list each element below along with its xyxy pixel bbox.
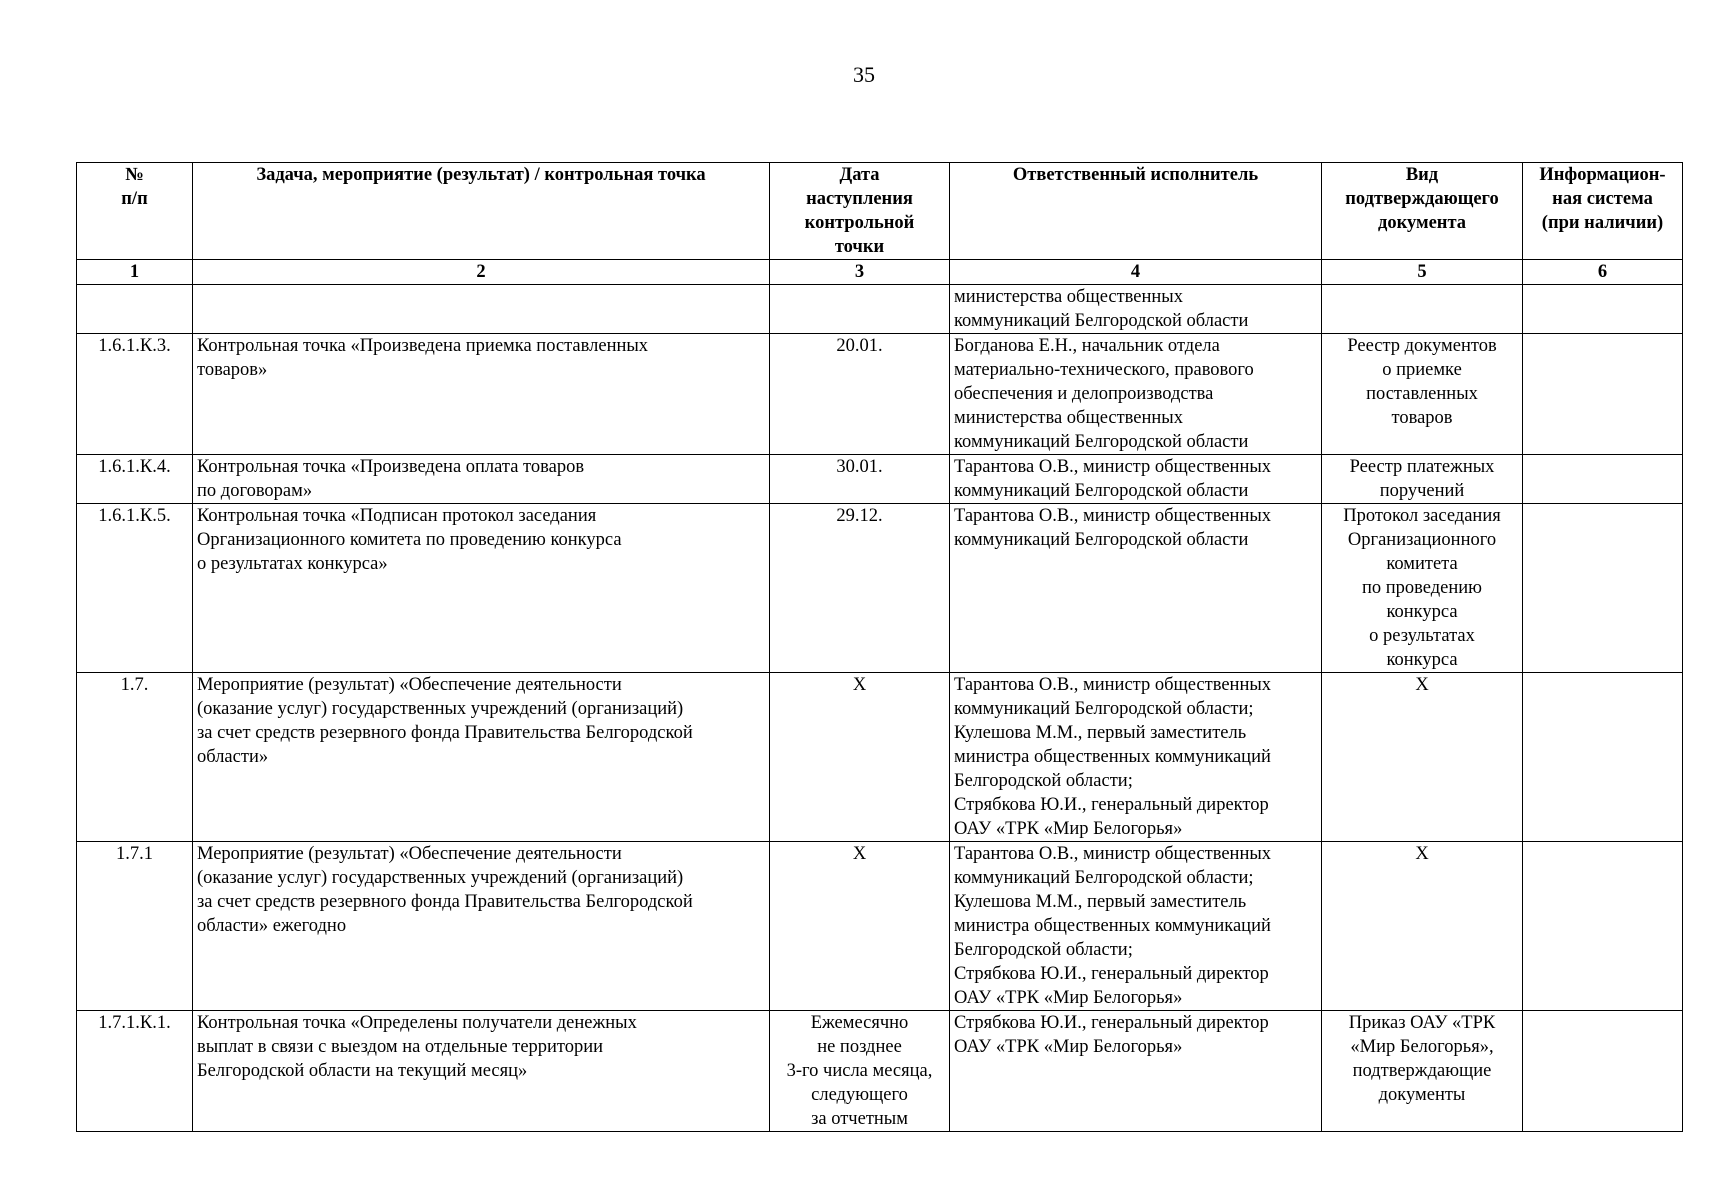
row-system bbox=[1523, 455, 1683, 504]
row-date: Х bbox=[770, 673, 950, 842]
row-task: Мероприятие (результат) «Обеспечение деятельности (оказание услуг) государственных учреждений (организаций) за счет средств резервного фонда Правительства Белгородской области» bbox=[193, 673, 770, 842]
column-header-number: № п/п bbox=[77, 163, 193, 260]
row-date: 30.01. bbox=[770, 455, 950, 504]
row-responsible: министерства общественных коммуникаций Белгородской области bbox=[950, 285, 1322, 334]
row-system bbox=[1523, 285, 1683, 334]
row-responsible: Тарантова О.В., министр общественных коммуникаций Белгородской области bbox=[950, 455, 1322, 504]
table-row bbox=[77, 504, 1683, 673]
table-row bbox=[77, 842, 1683, 1011]
row-number bbox=[77, 285, 193, 334]
column-header-responsible: Ответственный исполнитель bbox=[950, 163, 1322, 260]
row-document: Реестр документов о приемке поставленных товаров bbox=[1322, 334, 1523, 455]
table-row bbox=[77, 673, 1683, 842]
row-document: Протокол заседания Организационного комитета по проведению конкурса о результатах конкурса bbox=[1322, 504, 1523, 673]
row-document: Реестр платежных поручений bbox=[1322, 455, 1523, 504]
column-header-date: Дата наступления контрольной точки bbox=[770, 163, 950, 260]
row-number: 1.7. bbox=[77, 673, 193, 842]
row-task: Мероприятие (результат) «Обеспечение деятельности (оказание услуг) государственных учреждений (организаций) за счет средств резервного фонда Правительства Белгородской области» ежегодно bbox=[193, 842, 770, 1011]
row-system bbox=[1523, 1011, 1683, 1132]
column-number: 5 bbox=[1322, 260, 1523, 285]
column-header-system: Информацион- ная система (при наличии) bbox=[1523, 163, 1683, 260]
control-points-table bbox=[76, 162, 1683, 1132]
page-number: 35 bbox=[853, 62, 875, 87]
row-task: Контрольная точка «Произведена приемка поставленных товаров» bbox=[193, 334, 770, 455]
row-system bbox=[1523, 673, 1683, 842]
column-header-task: Задача, мероприятие (результат) / контрольная точка bbox=[193, 163, 770, 260]
row-system bbox=[1523, 334, 1683, 455]
row-task: Контрольная точка «Подписан протокол заседания Организационного комитета по проведению конкурса о результатах конкурса» bbox=[193, 504, 770, 673]
column-header-document: Вид подтверждающего документа bbox=[1322, 163, 1523, 260]
row-date bbox=[770, 285, 950, 334]
column-number: 6 bbox=[1523, 260, 1683, 285]
header-row bbox=[77, 163, 1683, 260]
row-document: Приказ ОАУ «ТРК «Мир Белогорья», подтверждающие документы bbox=[1322, 1011, 1523, 1132]
row-number: 1.7.1.К.1. bbox=[77, 1011, 193, 1132]
column-number: 1 bbox=[77, 260, 193, 285]
row-responsible: Богданова Е.Н., начальник отдела материально-технического, правового обеспечения и делопроизводства министерства общественных коммуникаций Белгородской области bbox=[950, 334, 1322, 455]
table-row bbox=[77, 285, 1683, 334]
table-row bbox=[77, 455, 1683, 504]
column-number: 3 bbox=[770, 260, 950, 285]
row-task: Контрольная точка «Определены получатели денежных выплат в связи с выездом на отдельные территории Белгородской области на текущий месяц» bbox=[193, 1011, 770, 1132]
row-responsible: Тарантова О.В., министр общественных коммуникаций Белгородской области; Кулешова М.М., первый заместитель министра общественных коммуникаций Белгородской области; Стрябкова Ю.И., генеральный директор ОАУ «ТРК «Мир Белогорья» bbox=[950, 673, 1322, 842]
column-number: 2 bbox=[193, 260, 770, 285]
table-row bbox=[77, 1011, 1683, 1132]
row-responsible: Стрябкова Ю.И., генеральный директор ОАУ «ТРК «Мир Белогорья» bbox=[950, 1011, 1322, 1132]
row-date: Ежемесячно не позднее 3-го числа месяца, следующего за отчетным bbox=[770, 1011, 950, 1132]
row-task bbox=[193, 285, 770, 334]
table-row bbox=[77, 334, 1683, 455]
row-number: 1.6.1.К.4. bbox=[77, 455, 193, 504]
row-document bbox=[1322, 285, 1523, 334]
row-number: 1.7.1 bbox=[77, 842, 193, 1011]
row-number: 1.6.1.К.5. bbox=[77, 504, 193, 673]
row-date: Х bbox=[770, 842, 950, 1011]
row-task: Контрольная точка «Произведена оплата товаров по договорам» bbox=[193, 455, 770, 504]
row-system bbox=[1523, 504, 1683, 673]
row-number: 1.6.1.К.3. bbox=[77, 334, 193, 455]
row-date: 20.01. bbox=[770, 334, 950, 455]
row-system bbox=[1523, 842, 1683, 1011]
row-responsible: Тарантова О.В., министр общественных коммуникаций Белгородской области bbox=[950, 504, 1322, 673]
column-number-row bbox=[77, 260, 1683, 285]
row-responsible: Тарантова О.В., министр общественных коммуникаций Белгородской области; Кулешова М.М., первый заместитель министра общественных коммуникаций Белгородской области; Стрябкова Ю.И., генеральный директор ОАУ «ТРК «Мир Белогорья» bbox=[950, 842, 1322, 1011]
row-document: Х bbox=[1322, 842, 1523, 1011]
row-document: Х bbox=[1322, 673, 1523, 842]
row-date: 29.12. bbox=[770, 504, 950, 673]
column-number: 4 bbox=[950, 260, 1322, 285]
